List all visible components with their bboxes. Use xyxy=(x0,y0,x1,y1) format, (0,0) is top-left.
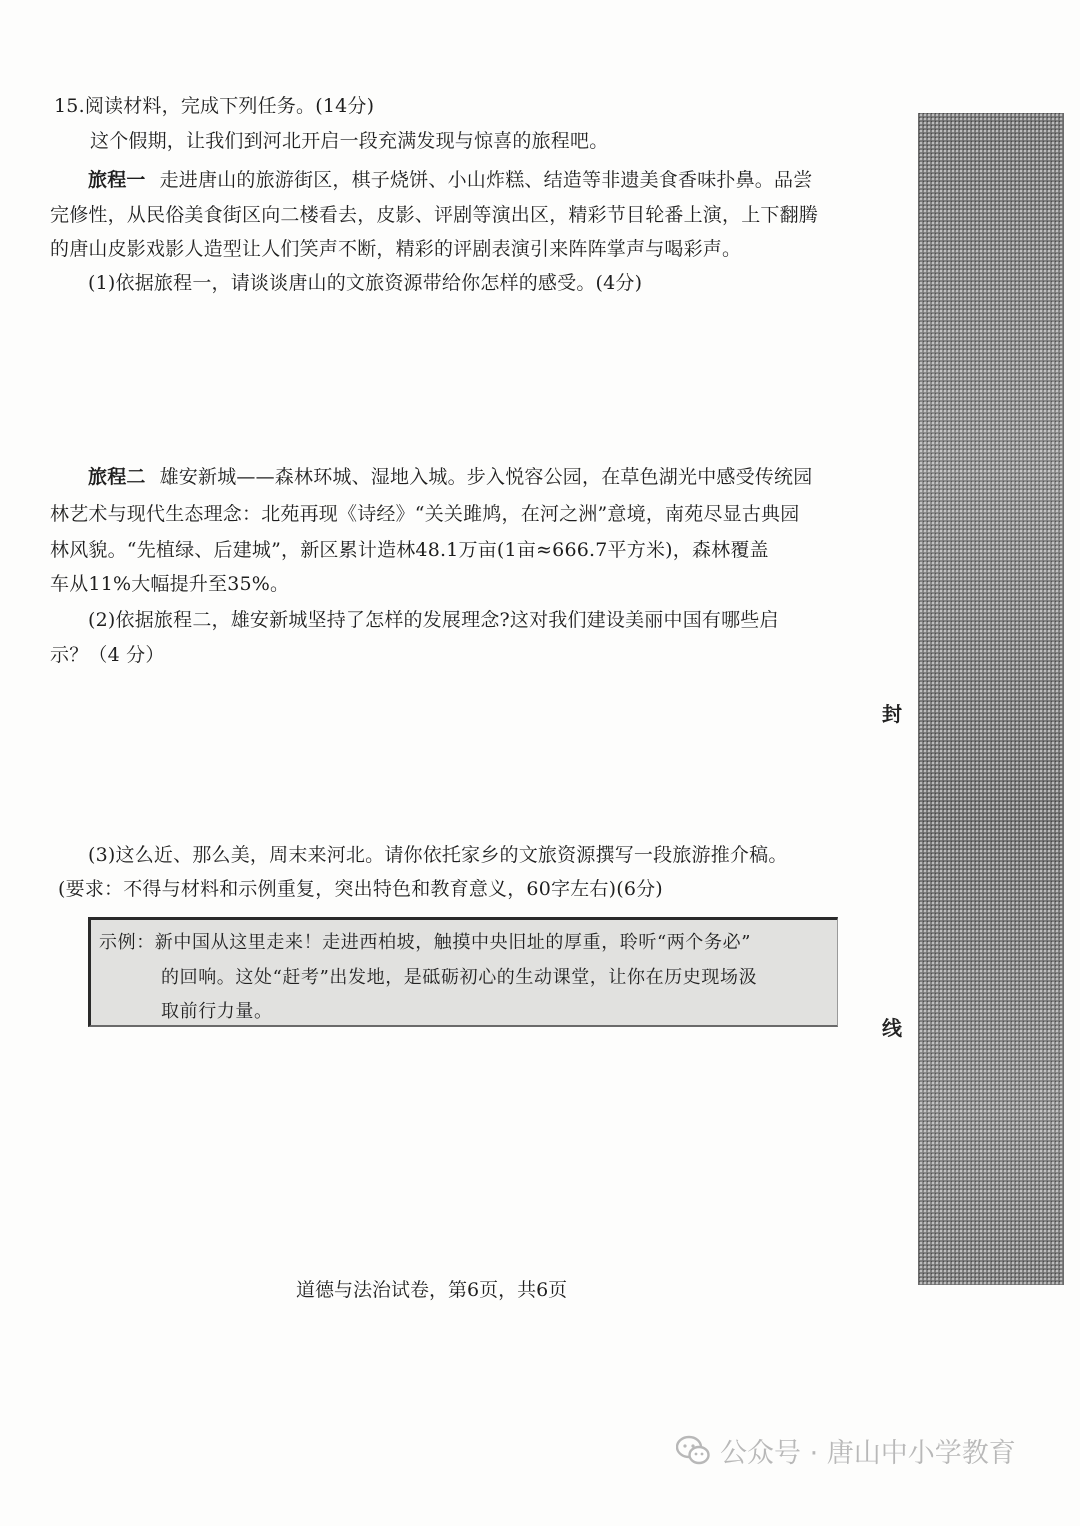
journey2-label: 旅程二 xyxy=(88,466,146,488)
watermark xyxy=(676,1430,1016,1470)
example-box xyxy=(88,917,838,1027)
journey1-line-1 xyxy=(88,167,812,193)
task2-line-1: (2)依据旅程二，雄安新城坚持了怎样的发展理念?这对我们建设美丽中国有哪些启 xyxy=(88,609,779,631)
question-intro: 这个假期，让我们到河北开启一段充满发现与惊喜的旅程吧。 xyxy=(90,130,609,152)
example-line-1: 示例：新中国从这里走来！走进西柏坡，触摸中央旧址的厚重，聆听“两个务必” xyxy=(99,932,752,953)
binding-strip xyxy=(918,113,1064,1285)
example-line-2: 的回响。这处“赶考”出发地，是砥砺初心的生动课堂，让你在历史现场汲 xyxy=(161,967,758,988)
journey2-text-1: 雄安新城——森林环城、湿地入城。步入悦容公园，在草色湖光中感受传统园 xyxy=(159,466,813,488)
task1-prompt: (1)依据旅程一，请谈谈唐山的文旅资源带给你怎样的感受。(4分) xyxy=(88,272,643,294)
journey2-line-1 xyxy=(88,464,812,490)
journey2-line-3: 林风貌。“先植绿、后建城”，新区累计造林48.1万亩(1亩≈666.7平方米)，森林覆盖 xyxy=(50,539,769,561)
journey2-line-4: 车从11%大幅提升至35%。 xyxy=(50,573,290,595)
binding-char-line: 线 xyxy=(882,1016,902,1040)
journey2-line-2: 林艺术与现代生态理念：北苑再现《诗经》“关关雎鸠，在河之洲”意境，南苑尽显古典园 xyxy=(50,503,800,525)
wechat-icon xyxy=(676,1435,710,1465)
task2-line-2: 示？（4 分） xyxy=(50,644,165,666)
page-footer: 道德与法治试卷，第6页，共6页 xyxy=(296,1279,568,1301)
journey1-label: 旅程一 xyxy=(88,169,146,191)
task3-line-1: (3)这么近、那么美，周末来河北。请你依托家乡的文旅资源撰写一段旅游推介稿。 xyxy=(88,844,788,866)
journey1-line-3: 的唐山皮影戏影人造型让人们笑声不断，精彩的评剧表演引来阵阵掌声与喝彩声。 xyxy=(50,238,742,260)
question-header: 15.阅读材料，完成下列任务。(14分) xyxy=(54,95,375,117)
journey1-text-1: 走进唐山的旅游街区，棋子烧饼、小山炸糕、结造等非遗美食香味扑鼻。品尝 xyxy=(159,169,813,191)
journey1-line-2: 完修性，从民俗美食街区向二楼看去，皮影、评剧等演出区，精彩节目轮番上演，上下翻腾 xyxy=(50,204,819,226)
watermark-text: 公众号 · 唐山中小学教育 xyxy=(720,1437,1016,1469)
example-line-3: 取前行力量。 xyxy=(161,1001,273,1022)
task3-requirements: (要求：不得与材料和示例重复，突出特色和教育意义，60字左右)(6分) xyxy=(58,878,663,900)
binding-char-seal: 封 xyxy=(882,702,902,726)
